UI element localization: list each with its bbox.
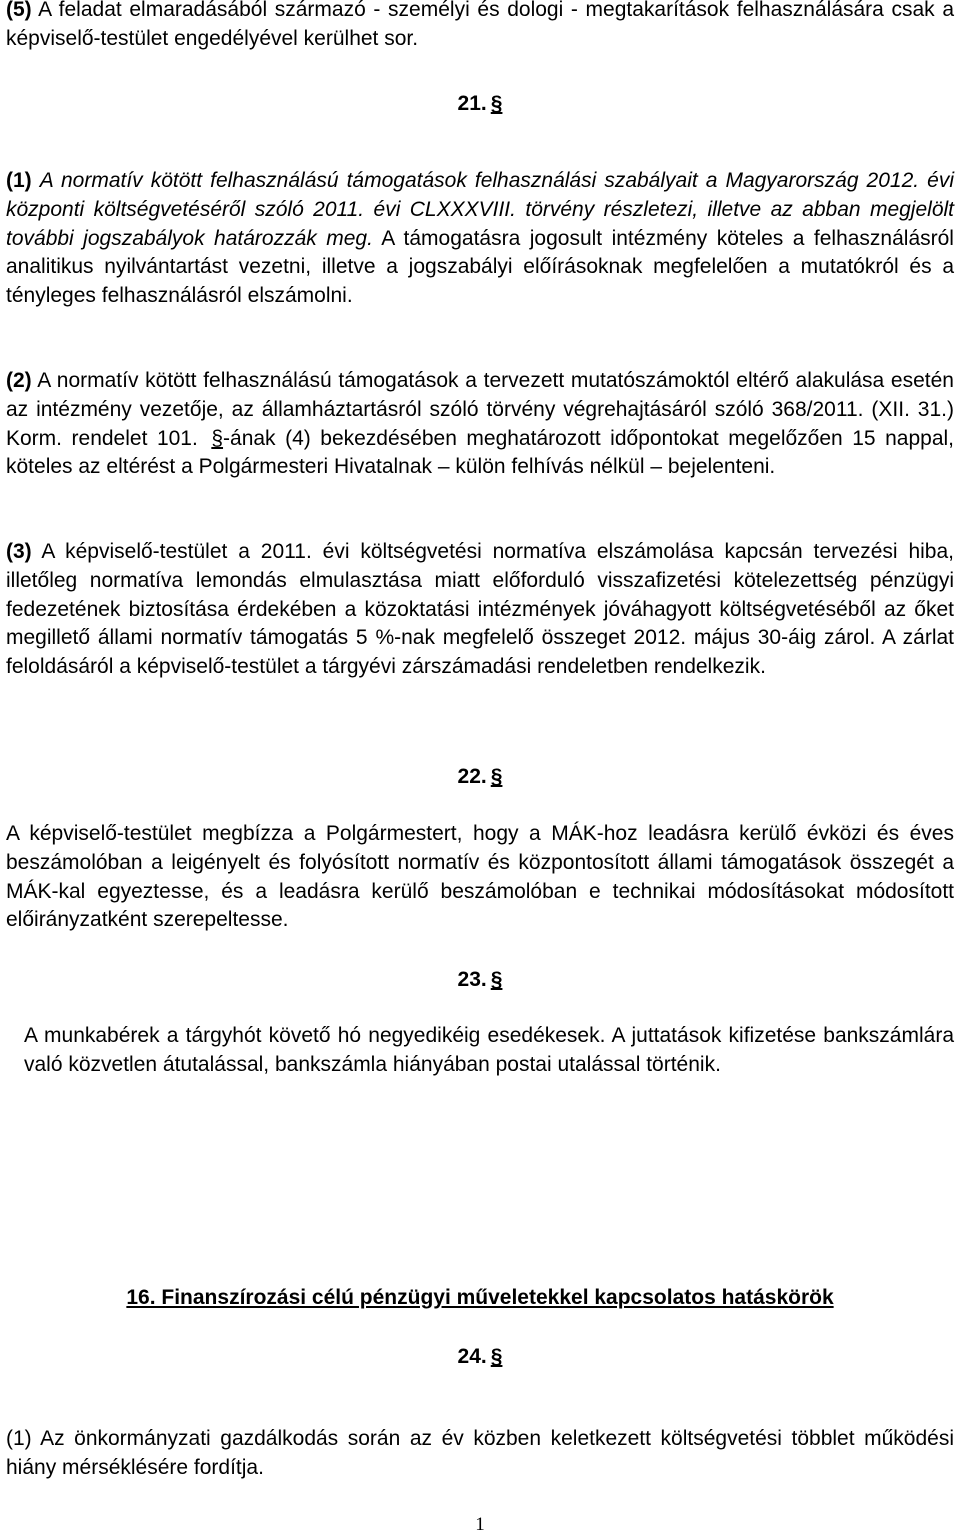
section-21-paragraph-1 [6,167,954,311]
paragraph-5 [6,0,954,54]
paragraph-text: A munkabérek a tárgyhót követő hó negyedikéig esedékesek. A juttatások kifizetése bankszámlára való közvetlen átutalással, bankszámla hiányában postai utalással történik. [24,1024,954,1076]
paragraph-text-continued: -ának (4) bekezdésében meghatározott időpontokat megelőzően 15 nappal, köteles az eltérést a Polgármesteri Hivatalnak – külön felhívás nélkül – bejelenteni. [6,426,954,479]
page-number: 1 [475,1514,485,1535]
section-sign-icon: § [490,1345,503,1368]
paragraph-number: (1) [6,1427,32,1450]
paragraph-number: (5) [6,0,32,21]
paragraph-text: A normatív kötött felhasználású támogatások a tervezett mutatószámoktól eltérő alakulása esetén az intézmény vezetője, az államháztartásról szóló törvény végrehajtásáról szóló 368/2011. (XII. 31.) Korm. rendelet 101. [6,369,954,450]
paragraph-text: Az önkormányzati gazdálkodás során az év közben keletkezett költségvetési többlet működési hiány mérséklésére fordítja. [6,1427,954,1479]
section-23-paragraph [24,1022,954,1080]
paragraph-text: A képviselő-testület a 2011. évi költségvetési normatíva elszámolása kapcsán tervezési hiba, illetőleg normatíva lemondás elmulasztása miatt előforduló visszafizetési kötelezettség pénzügyi fedezetének biztosítása érdekében a közoktatási intézmények jóváhagyott költségvetéséből az őket megillető állami normatív támogatás 5 %-nak megfelelő összeget 2012. május 30-áig zárol. A zárlat feloldásáról a képviselő-testület a tárgyévi zárszámadási rendeletben rendelkezik. [6,540,954,679]
section-sign-icon: § [490,92,503,115]
section-21-heading [6,90,954,118]
section-21-paragraph-2 [6,367,954,482]
section-sign-icon: § [490,968,503,991]
section-24-paragraph-1 [6,1425,954,1483]
section-sign-icon: § [490,765,503,788]
section-23-heading [6,966,954,994]
section-number: 23. [457,968,487,991]
paragraph-text: A képviselő-testület megbízza a Polgármestert, hogy a MÁK-hoz leadásra kerülő évközi és éves beszámolóban a leigényelt és folyósított normatív és központosított állami támogatások összegét a MÁK-kal egyeztesse, és a leadásra kerülő beszámolóban e technikai módosításokat módosított előirányzatként szerepeltesse. [6,822,954,932]
section-number: 22. [457,765,487,788]
section-24-heading [6,1343,954,1371]
paragraph-text: A feladat elmaradásából származó - személyi és dologi - megtakarítások felhasználására csak a képviselő-testület engedélyével kerülhet sor. [6,0,954,50]
section-sign-icon: § [211,426,224,450]
section-number: 24. [457,1345,487,1368]
section-21-paragraph-3 [6,538,954,682]
paragraph-text-italic: A normatív kötött felhasználású támogatások felhasználási szabályait a Magyarország 2012. évi központi költségvetéséről szóló 2011. évi CLXXXVIII. törvény részletezi, illetve az abban megjelölt további jogszabályok határozzák meg. [6,169,954,250]
paragraph-number: (1) [6,169,32,192]
paragraph-number: (2) [6,369,32,392]
paragraph-text: A támogatásra jogosult intézmény köteles a felhasználásról analitikus nyilvántartást vezetni, illetve a jogszabályi előírásoknak megfelelően a mutatókról és a tényleges felhasználásról elszámolni. [6,226,954,308]
section-number: 21. [457,92,487,115]
chapter-title-text: 16. Finanszírozási célú pénzügyi műveletekkel kapcsolatos hatáskörök [126,1286,834,1309]
section-22-paragraph [6,820,954,935]
chapter-16-title [6,1284,954,1312]
section-22-heading [6,763,954,791]
paragraph-number: (3) [6,540,32,563]
